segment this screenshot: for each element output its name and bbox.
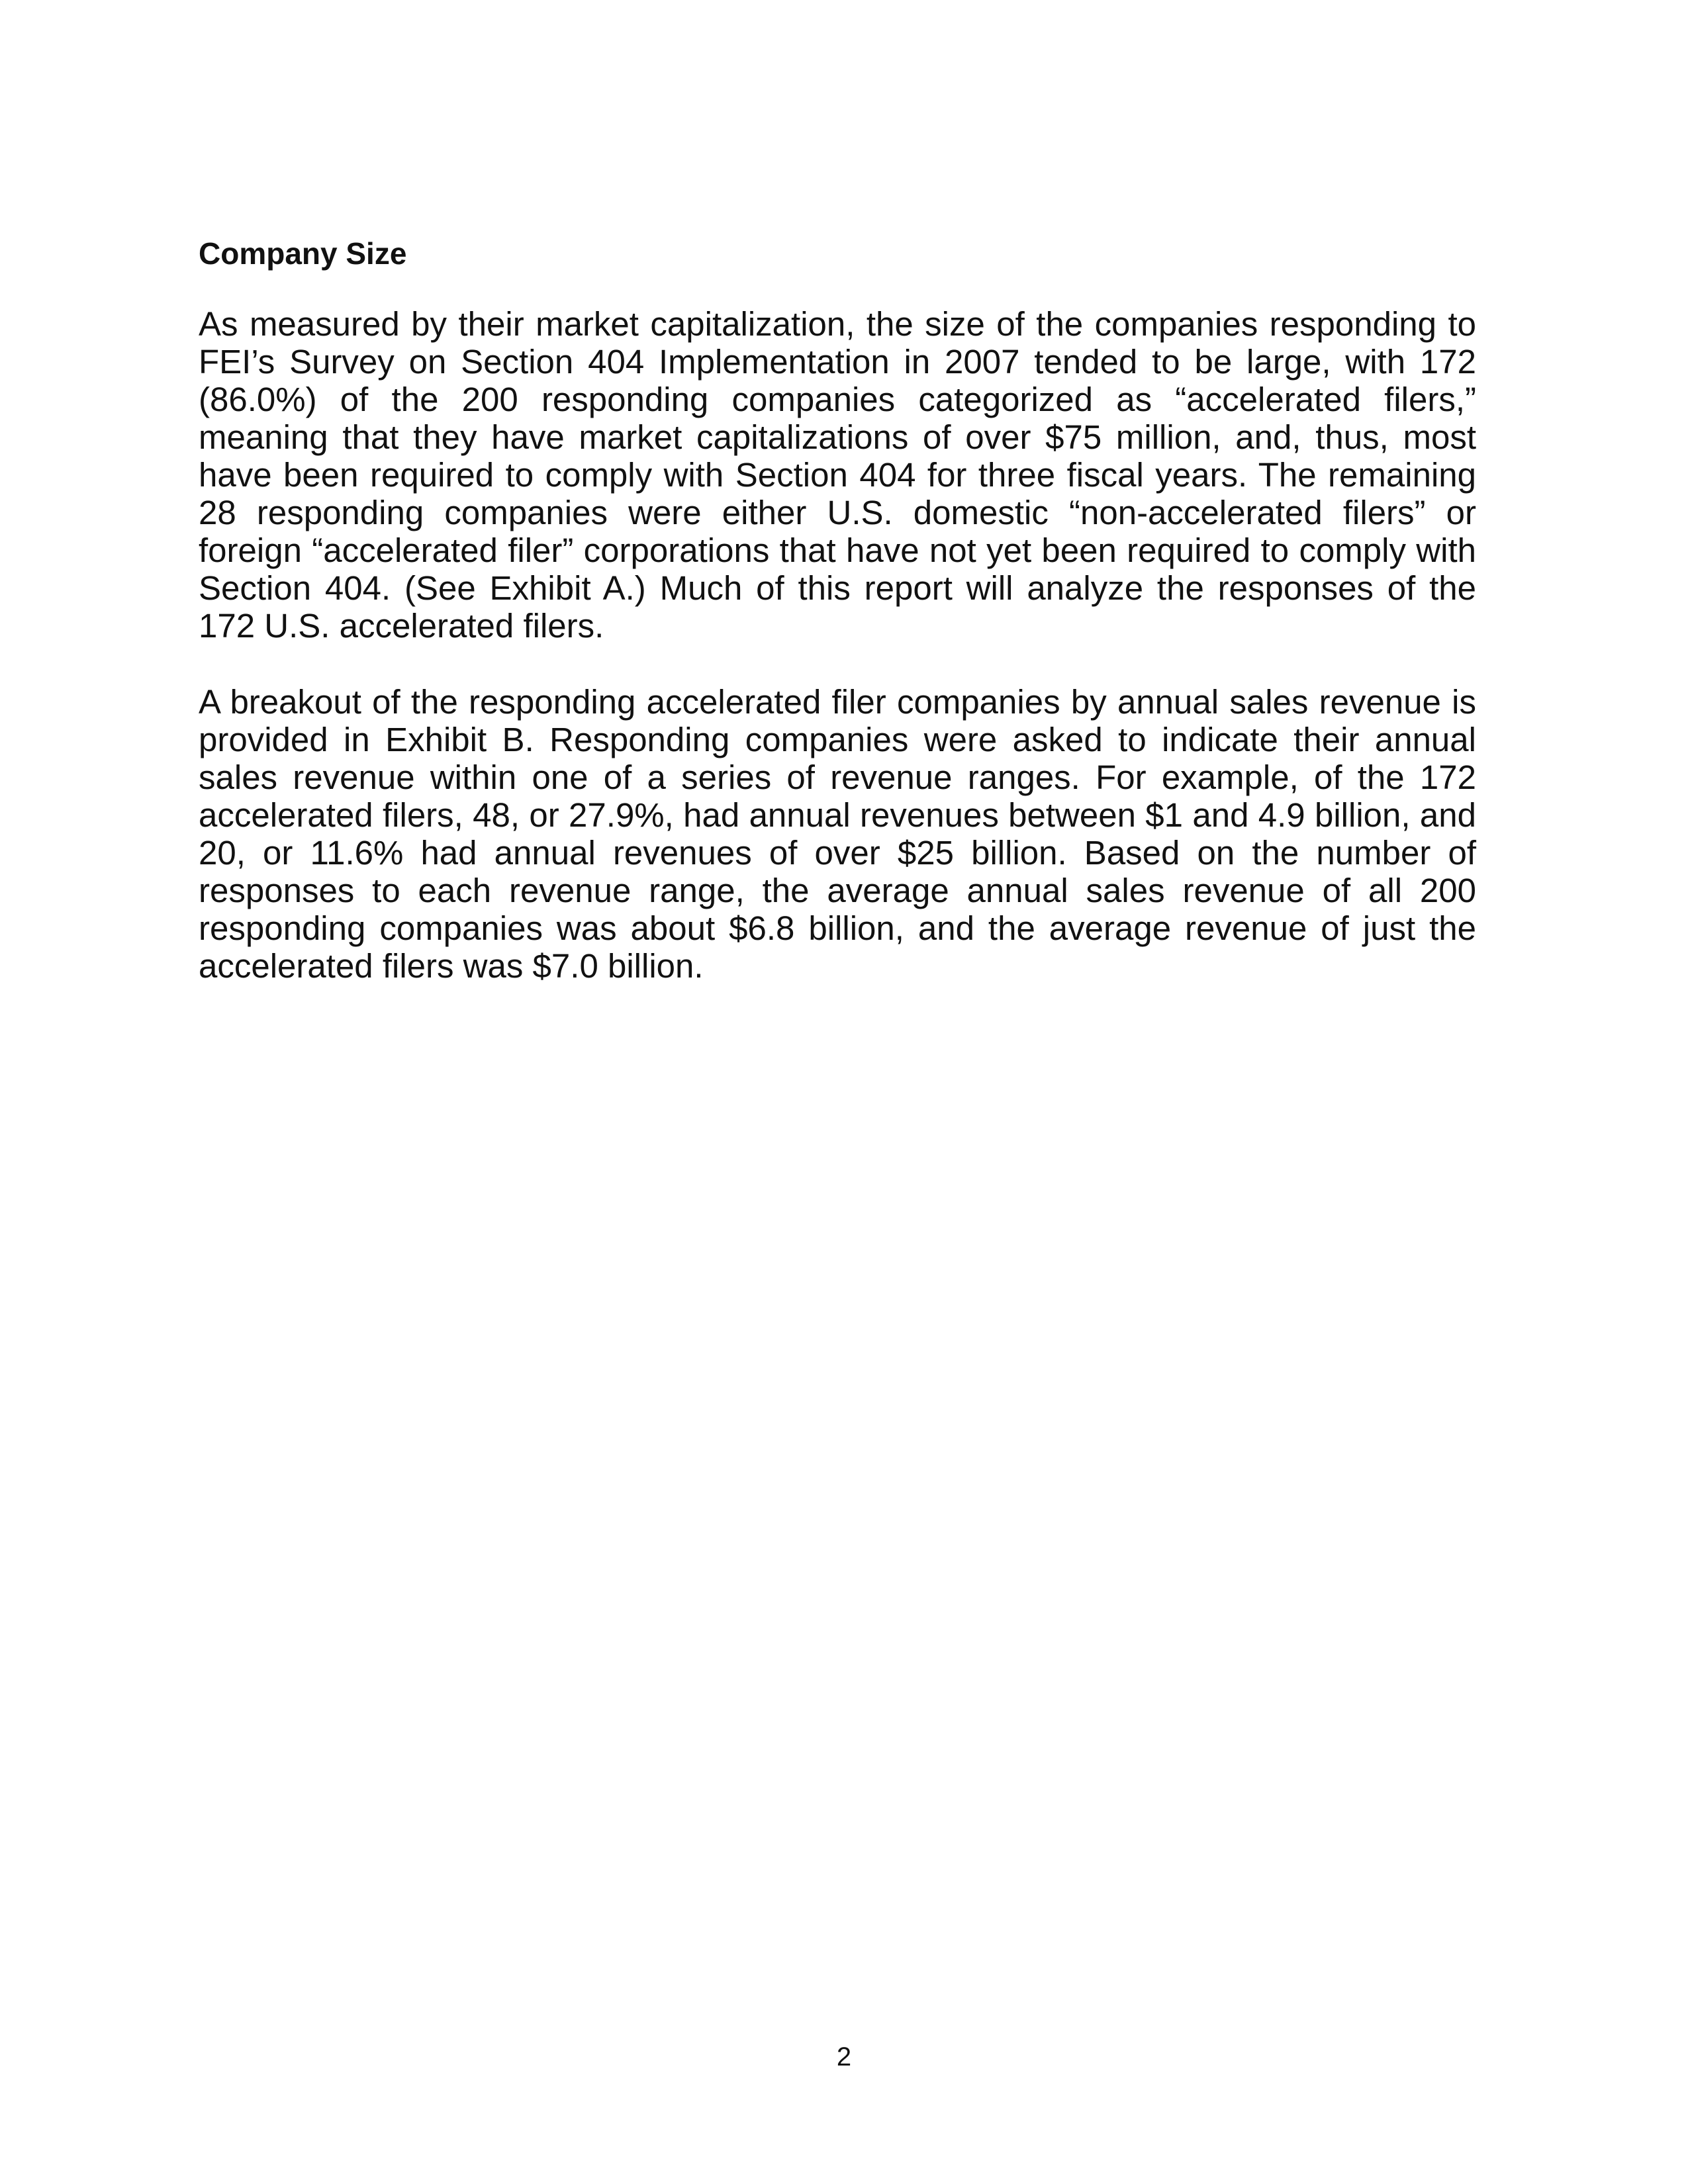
section-heading: Company Size bbox=[199, 236, 407, 271]
page-content bbox=[199, 235, 1476, 1023]
page-number: 2 bbox=[836, 2042, 852, 2071]
paragraph-revenue-breakout: A breakout of the responding accelerated filer companies by annual sales revenue is provided in Exhibit B. Responding companies were asked to indicate their annual sales revenue within one of a series of revenue ranges. For example, of the 172 accelerated filers, 48, or 27.9%, had annual revenues between $1 and 4.9 billion, and 20, or 11.6% had annual revenues of over $25 billion. Based on the number of responses to each revenue range, the average annual sales revenue of all 200 responding companies was about $6.8 billion, and the average revenue of just the accelerated filers was $7.0 billion. bbox=[199, 683, 1476, 985]
paragraph-market-capitalization: As measured by their market capitalization, the size of the companies responding to FEI’s Survey on Section 404 Implementation in 2007 tended to be large, with 172 (86.0%) of the 200 responding companies categorized as “accelerated filers,” meaning that they have market capitalizations of over $75 million, and, thus, most have been required to comply with Section 404 for three fiscal years. The remaining 28 responding companies were either U.S. domestic “non-accelerated filers” or foreign “accelerated filer” corporations that have not yet been required to comply with Section 404. (See Exhibit A.) Much of this report will analyze the responses of the 172 U.S. accelerated filers. bbox=[199, 305, 1476, 645]
